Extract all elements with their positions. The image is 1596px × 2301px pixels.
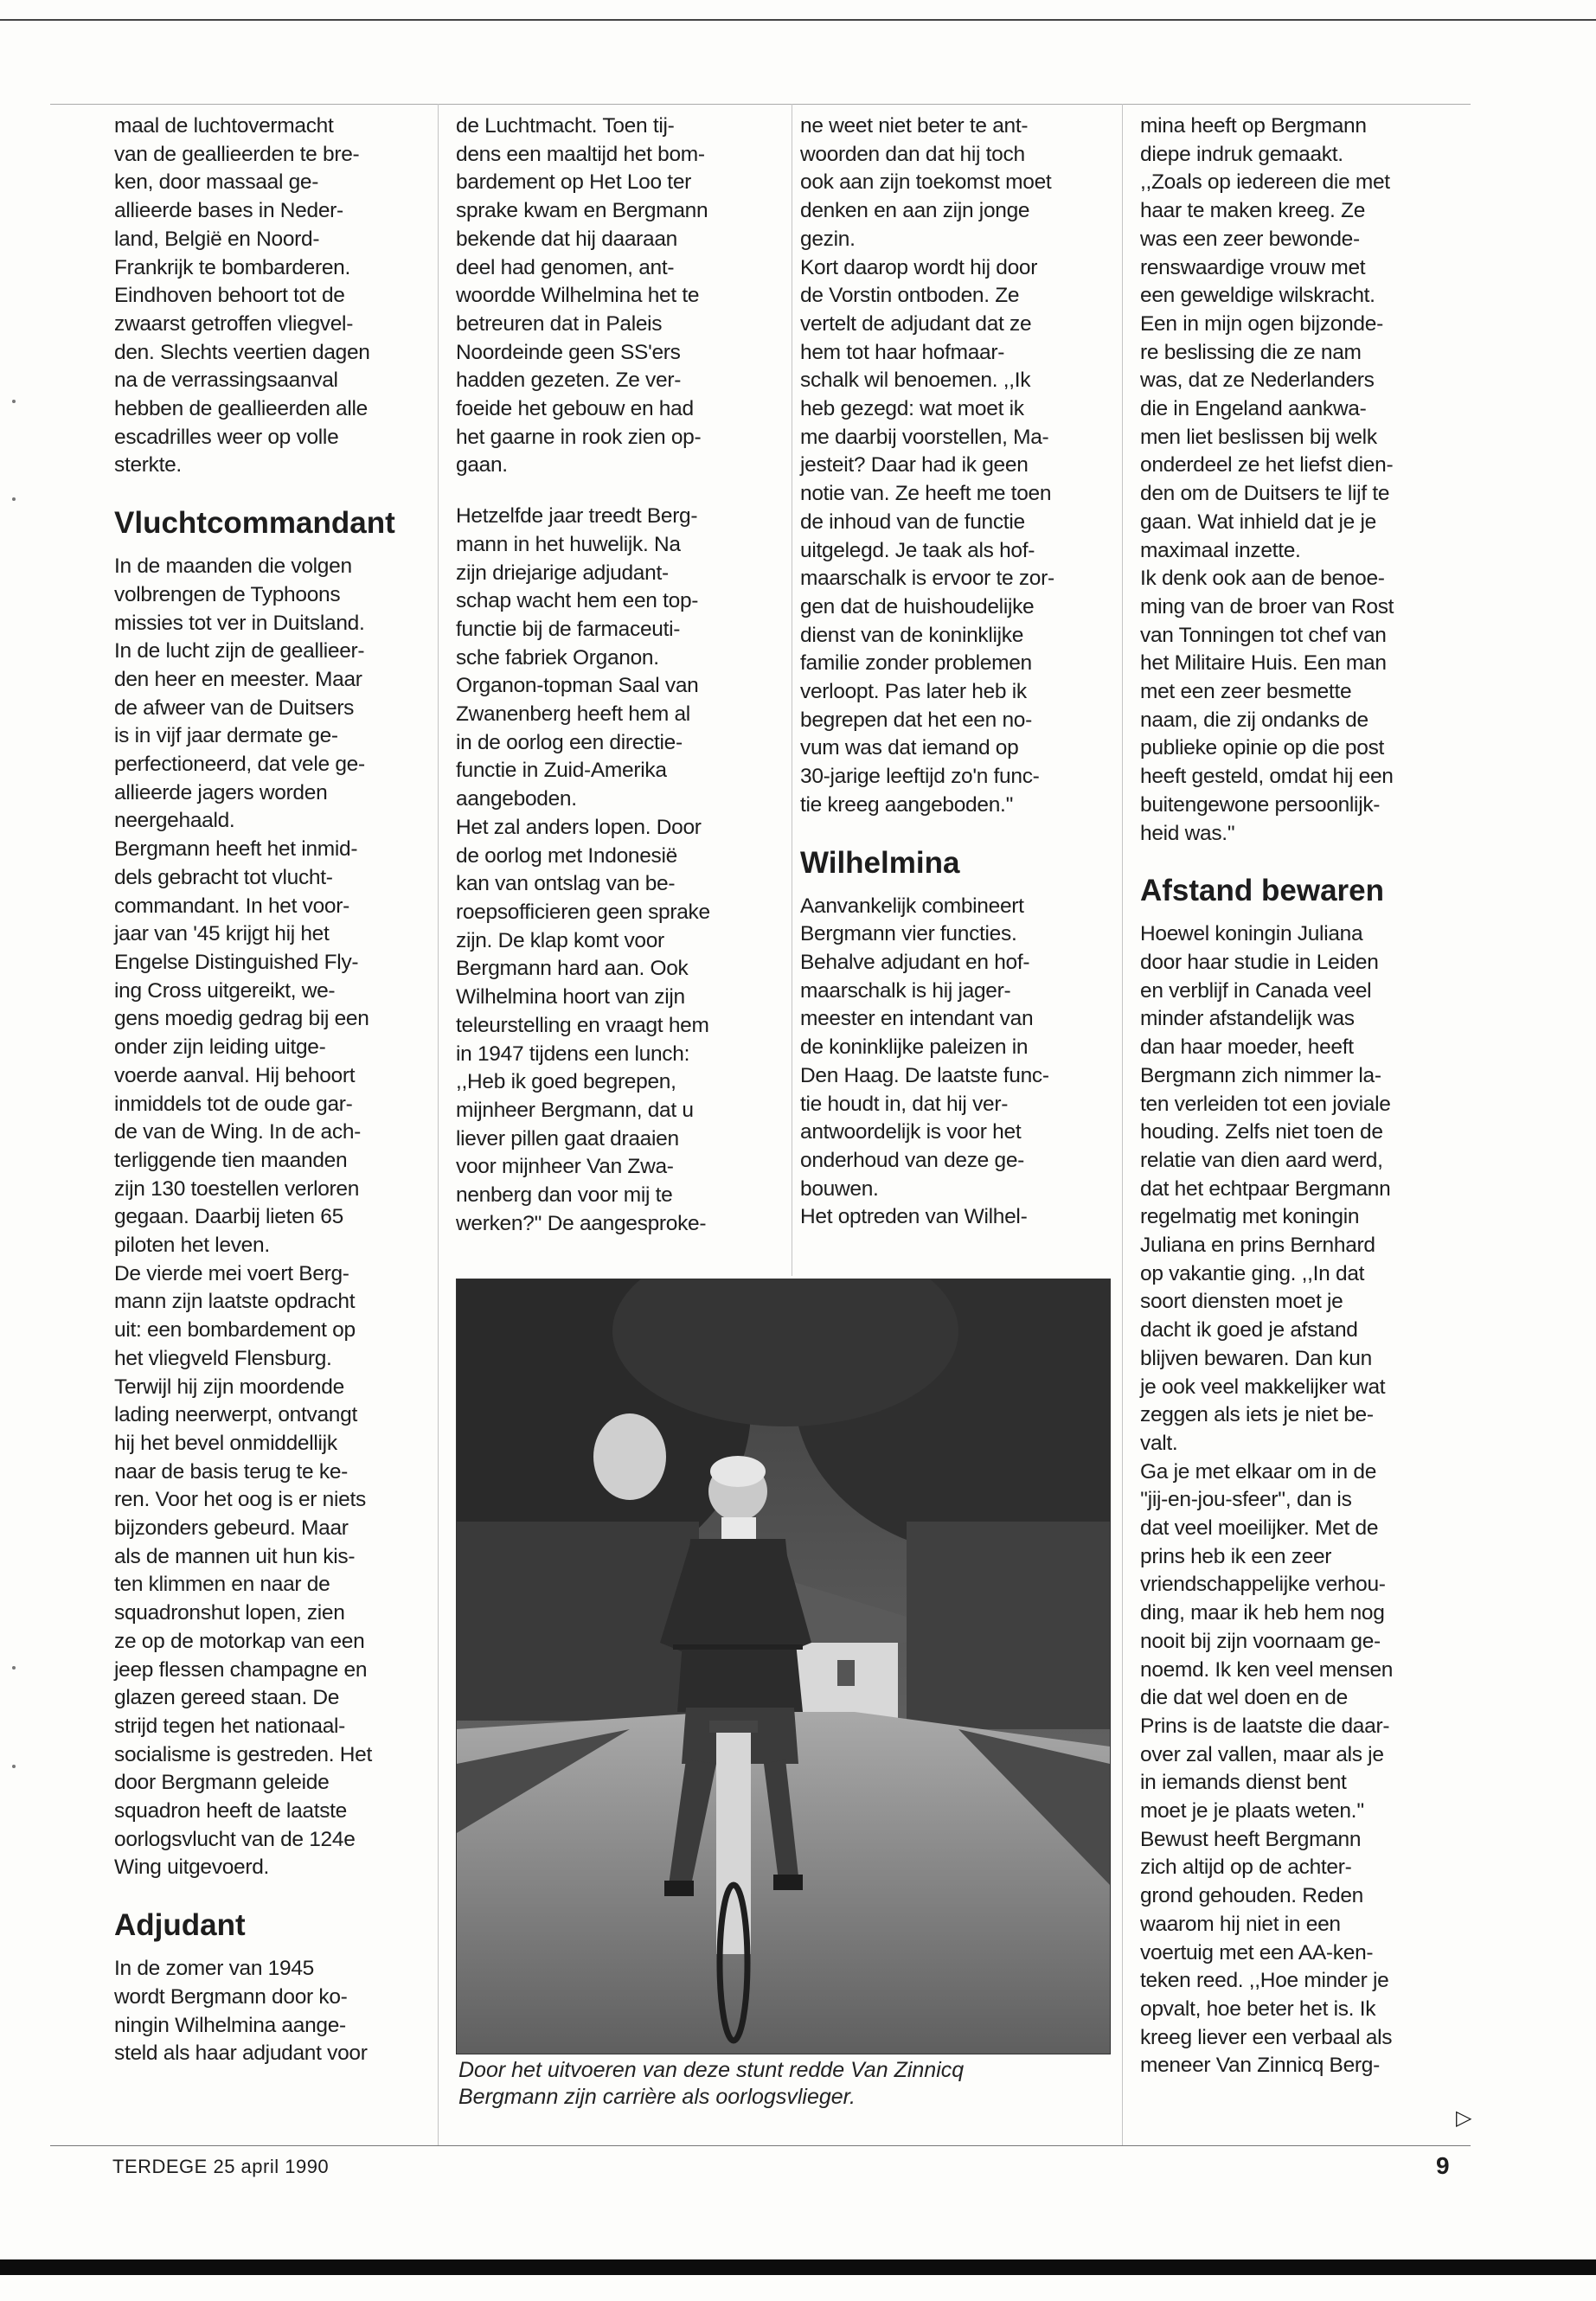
paragraph: Bewust heeft Bergmann zich altijd op de achter- grond gehouden. Reden waarom hij niet in een voertuig met een AA-ken- teken reed. ,,Hoe minder je opvalt, hoe beter het is. Ik kreeg liever een verbaal als meneer Van Zinnicq Berg- [1140,1827,1393,2078]
article-column-3 [800,112,1105,1232]
top-rule [0,19,1596,21]
column-separator [1122,104,1123,2145]
margin-dot [12,1666,16,1670]
paragraph: ne weet niet beter te ant- woorden dan dat hij toch ook aan zijn toekomst moet denken en aan zijn jonge gezin. [800,114,1052,251]
paragraph: Ik denk ook aan de benoe- ming van de broer van Rost van Tonningen tot chef van het Militaire Huis. Een man met een zeer besmette naam, die zij ondanks de publieke opinie op die post heeft gesteld, omdat hij een buitengewone persoonlijk- heid was.'' [1140,567,1394,845]
margin-dot [12,497,16,501]
man-on-bicycle-photo [456,1279,1111,2054]
frame-top-line [50,104,1471,105]
footer-rule [50,2145,1471,2146]
paragraph: De vierde mei voert Berg- mann zijn laatste opdracht uit: een bombardement op het vliegveld Flensburg. Terwijl hij zijn moordende lading neerwerpt, ontvangt hij het bevel onmiddellijk naar de basis terug te ke- ren. Voor het oog is er niets bijzonders gebeurd. Maar als de mannen uit hun kis- ten klimmen en naar de squadronshut lopen, zien ze op de motorkap van een jeep flessen champagne en glazen gereed staan. De strijd tegen het nationaal- socialisme is gestreden. Het door Bergmann geleide squadron heeft de laatste oorlogsvlucht van de 124e Wing uitgevoerd. [114,1261,372,1880]
section-heading: Vluchtcommandant [114,506,395,541]
paragraph: In de maanden die volgen volbrengen de Typhoons missies tot ver in Duitsland. In de lucht zijn de geallieer- den heer en meester. Maar de afweer van de Duitsers is in vijf jaar dermate ge- perfectioneerd, dat vele ge- allieerde jagers worden neergehaald. [114,554,365,833]
margin-dot [12,400,16,403]
paragraph: In de zomer van 1945 wordt Bergmann door ko- ningin Wilhelmina aange- steld als haar adjudant voor [114,1957,368,2066]
paragraph: maal de luchtovermacht van de geallieerden te bre- ken, door massaal ge- allieerde bases in Neder- land, België en Noord- Frankrijk te bombarderen. Eindhoven behoort tot de zwaarst getroffen vliegvel- den. Slechts veertien dagen na de verrassingsaanval hebben de geallieerden alle escadrilles weer op volle sterkte. [114,114,370,478]
bottom-rule [0,2259,1596,2275]
paragraph: Aanvankelijk combineert Bergmann vier functies. Behalve adjudant en hof- maarschalk is hij jager- meester en intendant van de koninklijke paleizen in Den Haag. De laatste func- tie houdt in, dat hij ver- antwoordelijk is voor het onderhoud van deze ge- bouwen. [800,894,1049,1201]
section-heading: Afstand bewaren [1140,874,1384,908]
margin-dot [12,1765,16,1768]
section-heading: Adjudant [114,1908,246,1943]
article-column-2 [456,112,760,1238]
paragraph: Hoewel koningin Juliana door haar studie in Leiden en verblijf in Canada veel minder afstandelijk was dan haar moeder, heeft Bergmann zich nimmer la- ten verleiden tot een joviale houding. Zelfs niet toen de relatie van dien aard werd, dat het echtpaar Bergmann regelmatig met koningin Juliana en prins Bernhard op vakantie ging. ,,In dat soort diensten moet je dacht ik goed je afstand blijven bewaren. Dan kun je ook veel makkelijker wat zeggen als iets je niet be- valt. [1140,922,1391,1455]
paragraph: mina heeft op Bergmann diepe indruk gemaakt. ,,Zoals op iedereen die met haar te maken kreeg. Ze was een zeer bewonde- renswaardige vrouw met een geweldige wilskracht. Een in mijn ogen bijzonde- re beslissing die ze nam was, dat ze Nederlanders die in Engeland aankwa- men liet beslissen bij welk onderdeel ze het liefst dien- den om de Duitsers te lijf te gaan. Wat inhield dat je je maximaal inzette. [1140,114,1394,562]
footer-publication: TERDEGE 25 april 1990 [112,2156,330,2177]
paragraph: Bergmann heeft het inmid- dels gebracht tot vlucht- commandant. In het voor- jaar van '45 krijgt hij het Engelse Distinguished Fly- ing Cross uitgereikt, we- gens moedig gedrag bij een onder zijn leiding uitge- voerde aanval. Hij behoort inmiddels tot de oude gar- de van de Wing. In de ach- terliggende tien maanden zijn 130 toestellen verloren gegaan. Daarbij lieten 65 piloten het leven. [114,837,369,1258]
paragraph: Ga je met elkaar om in de ''jij-en-jou-sfeer'', dan is dat veel moeilijker. Met de prins heb ik een zeer vriendschappelijke verhou- ding, maar ik heb hem nog nooit bij zijn voornaam ge- noemd. Ik ken veel mensen die dat wel doen en de Prins is de laatste die daar- over zal vallen, maar als je in iemands dienst bent moet je je plaats weten.'' [1140,1459,1394,1823]
article-column-4 [1140,112,1445,2080]
paragraph: Het zal anders lopen. Door de oorlog met Indonesië kan van ontslag van be- roepsofficieren geen sprake zijn. De klap komt voor Bergmann hard aan. Ook Wilhelmina hoort van zijn teleurstelling en vraagt hem in 1947 tijdens een lunch: ,,Heb ik goed begrepen, mijnheer Bergmann, dat u liever pillen gaat draaien voor mijnheer Van Zwa- nenberg dan voor mij te werken?'' De aangesproke- [456,815,710,1235]
column-separator [438,104,439,2145]
paragraph: Kort daarop wordt hij door de Vorstin ontboden. Ze vertelt de adjudant dat ze hem tot haar hofmaar- schalk wil benoemen. ,,Ik heb gezegd: wat moet ik me daarbij voorstellen, Ma- jesteit? Daar had ik geen notie van. Ze heeft me toen de inhoud van de functie uitgelegd. Je taak als hof- maarschalk is ervoor te zor- gen dat de huishoudelijke dienst van de koninklijke familie zonder problemen verloopt. Pas later heb ik begrepen dat het een no- vum was dat iemand op 30-jarige leeftijd zo'n func- tie kreeg aangeboden.'' [800,255,1054,817]
paragraph: Het optreden van Wilhel- [800,1205,1028,1229]
article-column-1 [114,112,419,2068]
section-heading: Wilhelmina [800,845,960,880]
paragraph: Hetzelfde jaar treedt Berg- mann in het huwelijk. Na zijn driejarige adjudant- schap wacht hem een top- functie bij de farmaceuti- sche fabriek Organon. Organon-topman Saal van Zwanenberg heeft hem al in de oorlog een directie- functie in Zuid-Amerika aangeboden. [456,504,699,811]
photo-caption: Door het uitvoeren van deze stunt redde Van Zinnicq Bergmann zijn carrière als oorlogsvlieger. [458,2058,965,2109]
page-number: 9 [1436,2152,1450,2179]
continue-arrow-icon: ▷ [1456,2106,1472,2130]
paragraph: de Luchtmacht. Toen tij- dens een maaltijd het bom- bardement op Het Loo ter sprake kwam en Bergmann bekende dat hij daaraan deel had genomen, ant- woordde Wilhelmina het te betreuren dat in Paleis Noordeinde geen SS'ers hadden gezeten. Ze ver- foeide het gebouw en had het gaarne in rook zien op- gaan. [456,114,708,478]
